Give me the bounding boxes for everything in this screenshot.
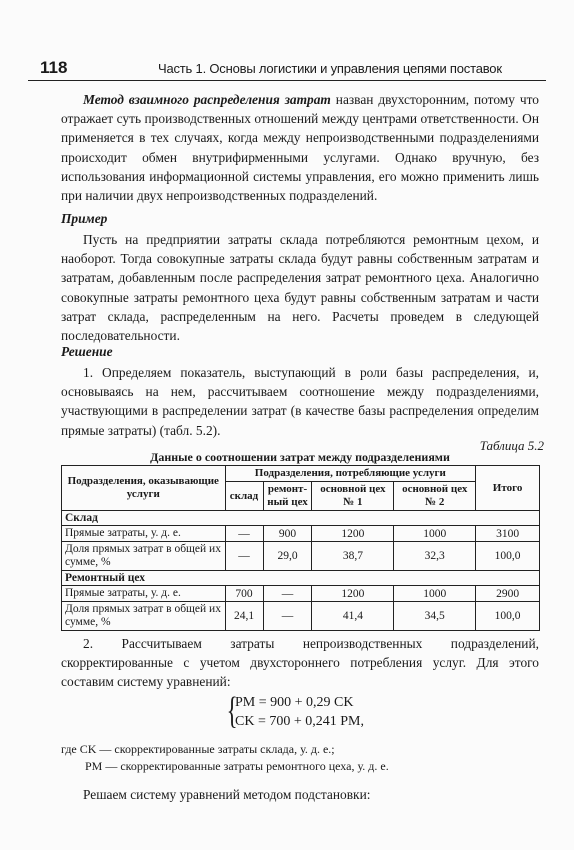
- table-row: [62, 542, 540, 571]
- cell: —: [225, 526, 263, 542]
- step2-text: 2. Рассчитываем затраты непроизводственных подразделений, скорректированные с учетом двухстороннего потребления услуг. Для этого составим систему уравнений:: [61, 636, 539, 690]
- cell: 3100: [476, 526, 540, 542]
- cell: 2900: [476, 586, 540, 602]
- where-ck: где CK — скорректированные затраты склада, у. д. е.;: [61, 742, 335, 756]
- cell: 900: [263, 526, 312, 542]
- row-label: Доля прямых затрат в общей их сумме, %: [62, 602, 226, 631]
- table-number: Таблица 5.2: [479, 438, 544, 453]
- step1-paragraph: [61, 363, 539, 440]
- header-total: Итого: [476, 466, 540, 511]
- where-pm: PM — скорректированные затраты ремонтного цеха, у. д. е.: [85, 759, 389, 773]
- step2-paragraph: [61, 634, 539, 692]
- cell: —: [225, 542, 263, 571]
- header-repair: ремонт-ный цех: [263, 482, 312, 511]
- equation-1: PM = 900 + 0,29 CK: [235, 695, 354, 710]
- table-row: [62, 526, 540, 542]
- row-label: Прямые затраты, у. д. е.: [62, 586, 226, 602]
- brace-icon: {: [226, 690, 238, 732]
- header-main2: основной цех № 2: [394, 482, 476, 511]
- running-title: Часть 1. Основы логистики и управления цепями поставок: [158, 61, 502, 76]
- row-label: Доля прямых затрат в общей их сумме, %: [62, 542, 226, 571]
- cost-ratio-table: [61, 465, 540, 631]
- final-paragraph: [61, 785, 539, 804]
- header-provider: Подразделения, оказывающие услуги: [62, 466, 226, 511]
- table-row: [62, 602, 540, 631]
- example-paragraph: [61, 230, 539, 345]
- example-heading: Пример: [61, 211, 108, 226]
- cell: 1200: [312, 526, 394, 542]
- cell: 32,3: [394, 542, 476, 571]
- cell: 41,4: [312, 602, 394, 631]
- cell: —: [263, 586, 312, 602]
- solution-heading: Решение: [61, 344, 113, 359]
- page-number: 118: [40, 58, 68, 77]
- cell: 24,1: [225, 602, 263, 631]
- final-text: Решаем систему уравнений методом подстановки:: [83, 787, 371, 802]
- cell: 34,5: [394, 602, 476, 631]
- header-consumers: Подразделения, потребляющие услуги: [225, 466, 476, 482]
- section-repair: Ремонтный цех: [62, 571, 540, 586]
- section-sklad: Склад: [62, 511, 540, 526]
- cell: 100,0: [476, 602, 540, 631]
- cell: 1000: [394, 526, 476, 542]
- row-label: Прямые затраты, у. д. е.: [62, 526, 226, 542]
- intro-paragraph: [61, 90, 539, 205]
- cell: 100,0: [476, 542, 540, 571]
- header-rule: [28, 80, 546, 81]
- equation-2: CK = 700 + 0,241 PM,: [235, 714, 364, 729]
- cell: 38,7: [312, 542, 394, 571]
- header-sklad: склад: [225, 482, 263, 511]
- equation-system: [226, 690, 364, 732]
- cell: 29,0: [263, 542, 312, 571]
- page-header: [28, 58, 548, 78]
- cell: 1200: [312, 586, 394, 602]
- intro-term: Метод взаимного распределения затрат: [83, 92, 331, 107]
- cell: —: [263, 602, 312, 631]
- header-main1: основной цех № 1: [312, 482, 394, 511]
- intro-body: назван двухсторонним, потому что отражает суть производственных отношений между центрами ответственности. Он применяется в тех случаях, когда между непроизводственными подразделениями происходит обмен внутрифирменными услугами. Однако вручную, без использования информационной системы управления, его можно применить лишь при наличии двух непроизводственных подразделений.: [61, 92, 539, 204]
- table-row: [62, 586, 540, 602]
- cell: 1000: [394, 586, 476, 602]
- step1-text: 1. Определяем показатель, выступающий в роли базы распределения, и, основываясь на нем, рассчитываем соотношение между подразделениями, участвующими в распределении затрат (в качестве базы распределения определим прямые затраты) (табл. 5.2).: [61, 365, 539, 438]
- table-caption: Данные о соотношении затрат между подразделениями: [150, 450, 450, 464]
- cell: 700: [225, 586, 263, 602]
- example-text: Пусть на предприятии затраты склада потребляются ремонтным цехом, и наоборот. Тогда совокупные затраты склада будут равны собственным затратам и затратам, добавленным после распределения затрат ремонтного цеха. Аналогично совокупные затраты ремонтного цеха будут равны собственным затратам и части затрат склада, распределенным на него. Расчеты проведем в следующей последовательности.: [61, 232, 539, 344]
